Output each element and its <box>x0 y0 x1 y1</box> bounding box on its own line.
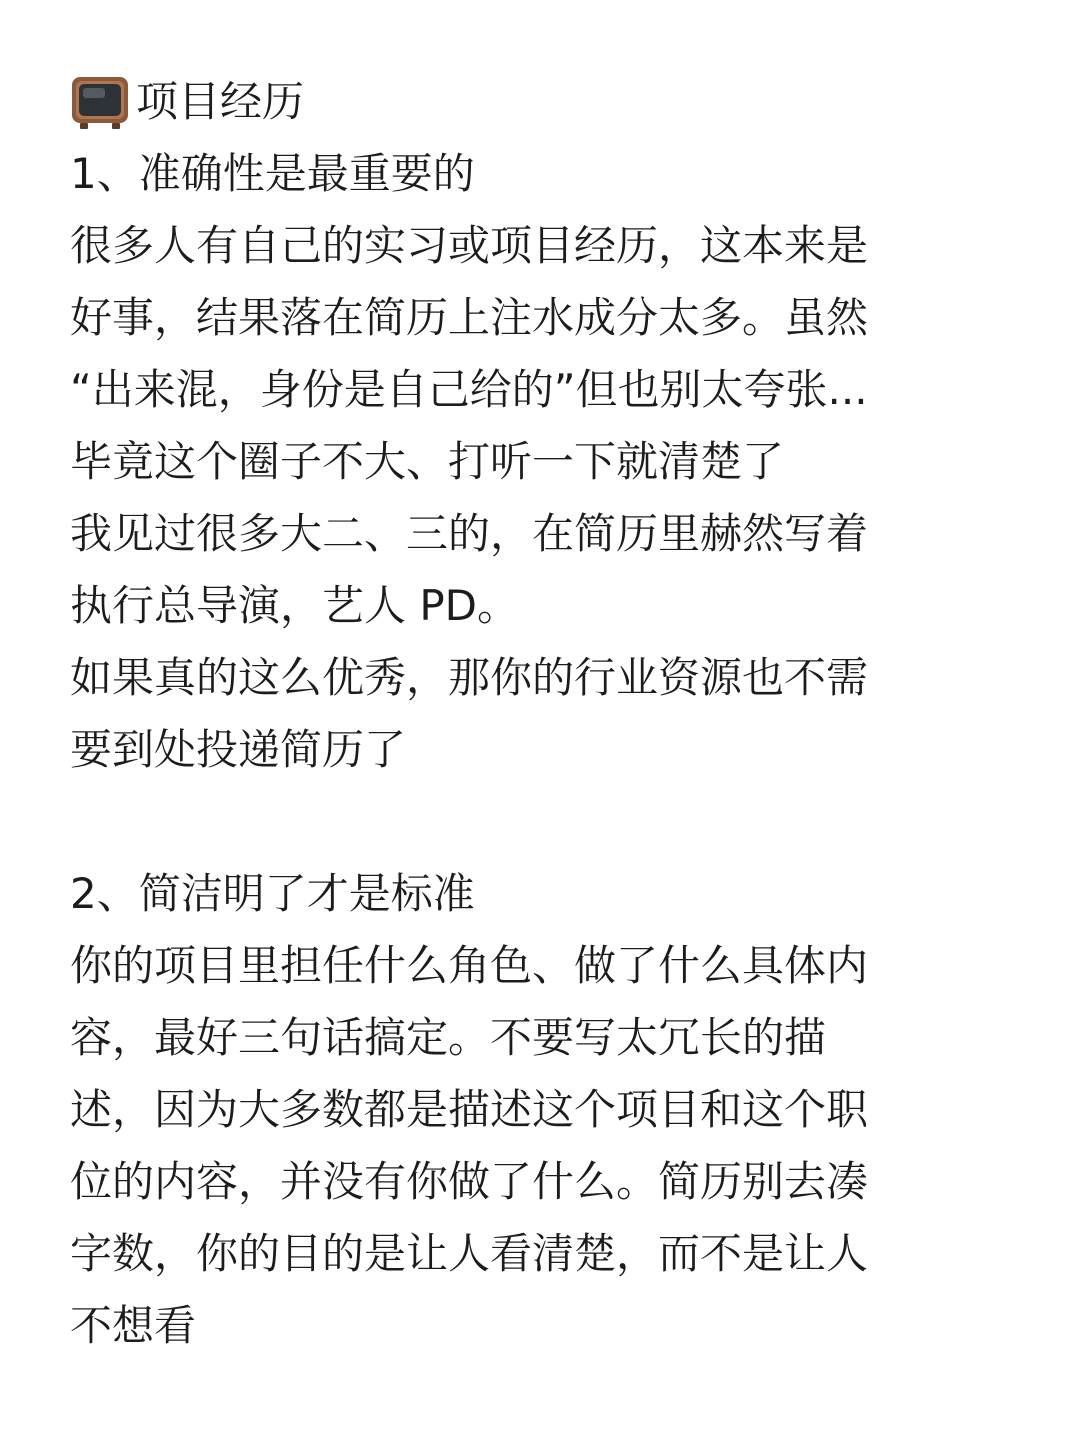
paragraph-line: 字数，你的目的是让人看清楚，而不是让人 <box>70 1229 869 1278</box>
paragraph-line: 不想看 <box>70 1301 197 1350</box>
section-spacer <box>70 786 1010 858</box>
section-2-title: 2、简洁明了才是标准 <box>70 869 475 918</box>
paragraph-line: 毕竟这个圈子不大、打听一下就清楚了 <box>70 437 785 486</box>
paragraph-line: 很多人有自己的实习或项目经历，这本来是 <box>70 221 869 270</box>
paragraph-line: 你的项目里担任什么角色、做了什么具体内 <box>70 941 869 990</box>
tv-icon <box>70 73 130 131</box>
paragraph-line: “出来混，身份是自己给的”但也别太夸张... <box>70 365 868 414</box>
paragraph-line: 容，最好三句话搞定。不要写太冗长的描 <box>70 1013 827 1062</box>
paragraph-line: 执行总导演，艺人 PD。 <box>70 581 520 630</box>
paragraph-line: 要到处投递简历了 <box>70 725 407 774</box>
heading-title: 项目经历 <box>136 77 305 126</box>
paragraph-line: 述，因为大多数都是描述这个项目和这个职 <box>70 1085 869 1134</box>
paragraph-line: 好事，结果落在简历上注水成分太多。虽然 <box>70 293 869 342</box>
paragraph-line: 位的内容，并没有你做了什么。简历别去凑 <box>70 1157 869 1206</box>
section-heading <box>70 66 1010 138</box>
section-1-title: 1、准确性是最重要的 <box>70 149 475 198</box>
paragraph-line: 如果真的这么优秀，那你的行业资源也不需 <box>70 653 869 702</box>
paragraph-line: 我见过很多大二、三的，在简历里赫然写着 <box>70 509 869 558</box>
